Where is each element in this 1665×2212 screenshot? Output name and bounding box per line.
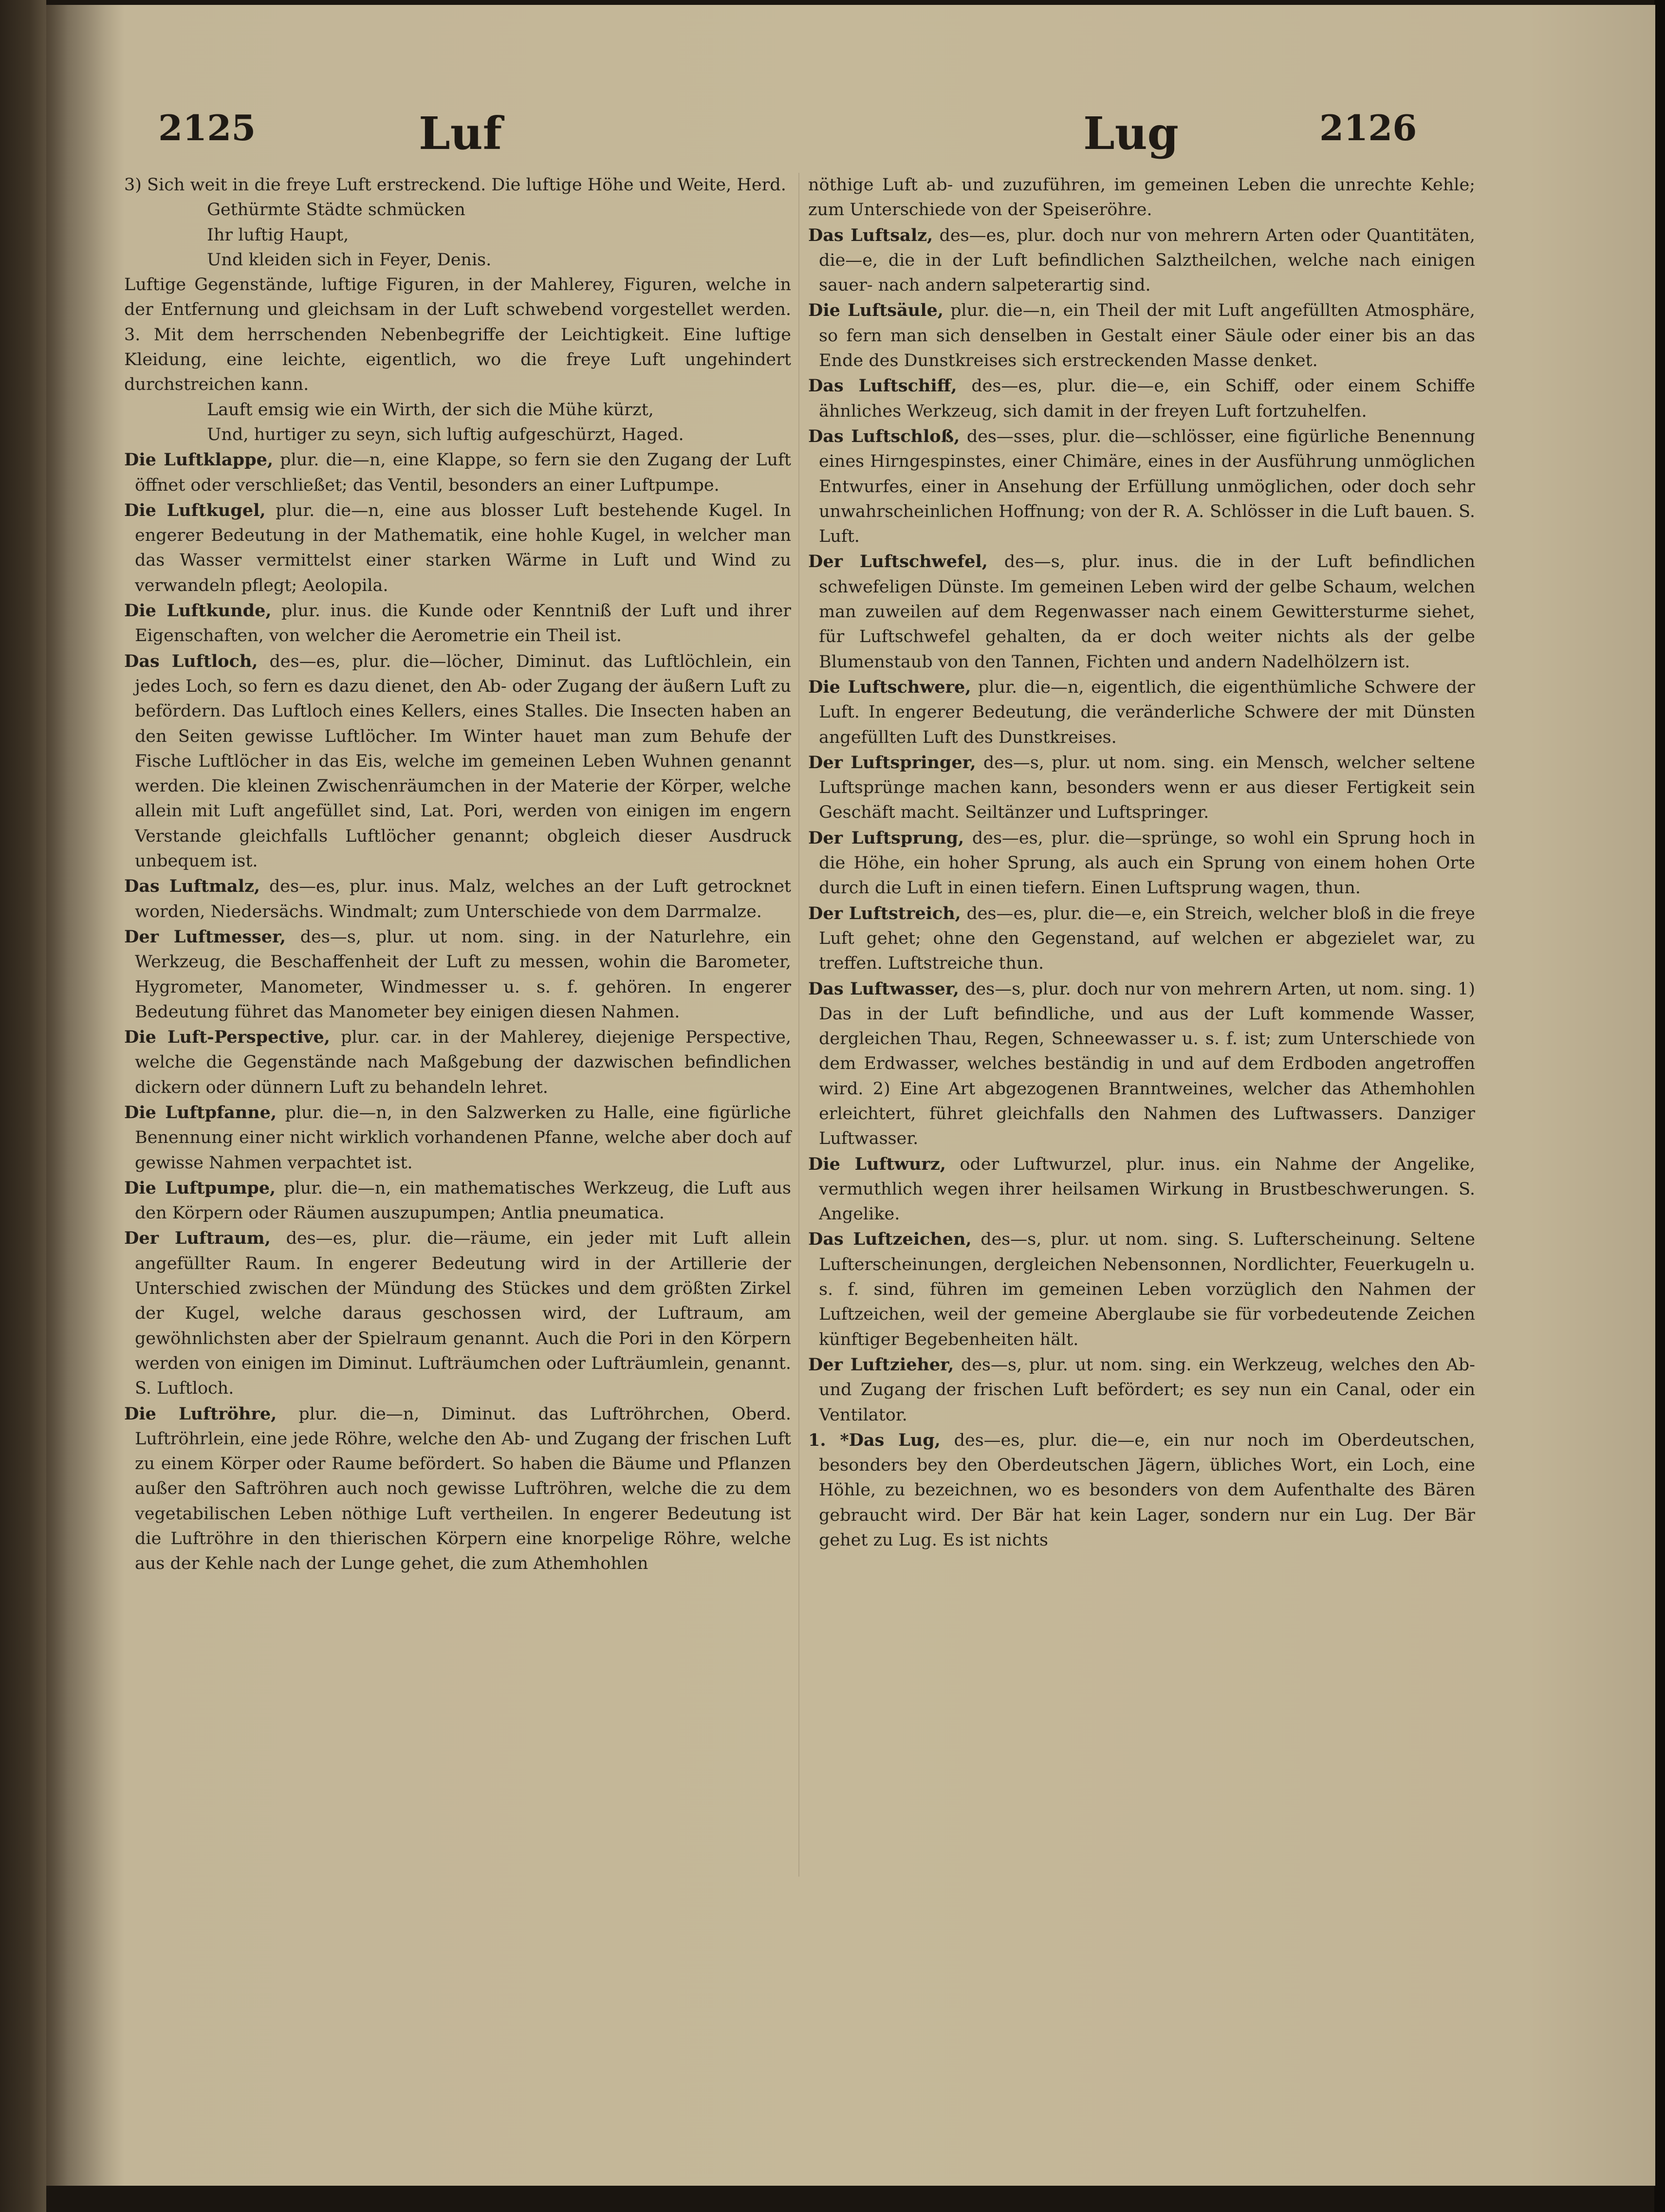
dictionary-entry bbox=[124, 1401, 791, 1577]
entry-headword: Die Luftklappe, bbox=[124, 450, 274, 470]
verse-line: Ihr luftig Haupt, bbox=[207, 225, 349, 245]
entry-definition: des—es, plur. die—löcher, Diminut. das Luftlöchlein, ein jedes Loch, so fern es dazu dienet, den Ab- oder Zugang der äußern Luft zu befördern. Das Luftloch eines Kellers, eines Stalles. Die Insecten haben an den Seiten gewisse Luftlöcher. Im Winter hauet man zum Behufe der Fische Luftlöcher in das Eis, welche im gemeinen Leben Wuhnen genannt werden. Die kleinen Zwischenräumchen in der Materie der Körper, welche allein mit Luft angefüllet sind, Lat. Pori, werden von einigen im engern Verstande gleichfalls Luftlöcher genannt; obgleich dieser Ausdruck unbequem ist. bbox=[135, 651, 791, 871]
dictionary-entry bbox=[808, 750, 1475, 826]
entry-headword: Der Luftstreich, bbox=[808, 903, 961, 923]
dictionary-entry bbox=[124, 498, 791, 598]
scan-right-edge bbox=[1654, 0, 1665, 2212]
entry-definition: des—es, plur. die—räume, ein jeder mit Luft allein angefüllter Raum. In engerer Bedeutung wird in der Artillerie der Unterschied zwischen der Mündung des Stückes und dem größten Zirkel der Kugel, welche daraus geschossen wird, der Luftraum, am gewöhnlichsten aber der Spielraum genannt. Auch die Pori in den Körpern werden von einigen im Diminut. Lufträumchen oder Lufträumlein, genannt. S. Luftloch. bbox=[135, 1229, 791, 1399]
dictionary-entry bbox=[124, 874, 791, 924]
entry-headword: 1. *Das Lug, bbox=[808, 1430, 941, 1450]
entry-definition: des—es, plur. die—e, ein Streich, welcher bloß in die freye Luft gehet; ohne den Gegenstand, auf welchen er abgezielet war, zu treffen. Luftstreiche thun. bbox=[819, 903, 1476, 974]
dictionary-entry bbox=[808, 549, 1475, 674]
gutter-shadow bbox=[46, 5, 124, 2186]
dictionary-entry bbox=[124, 1025, 791, 1100]
running-head-left: Luf bbox=[419, 107, 502, 160]
entry-definition: des—es, plur. die—e, ein nur noch im Oberdeutschen, besonders bey den Oberdeutschen Jägern, übliches Wort, ein Loch, eine Höhle, zu bezeichnen, wo es besonders von dem Aufenthalte des Bären gebraucht wird. Der Bär hat kein Lager, sondern nur ein Lug. Der Bär gehet zu Lug. Es ist nichts bbox=[819, 1430, 1475, 1550]
entry-definition: plur. die—n, ein mathematisches Werkzeug, die Luft aus den Körpern oder Räumen auszupumpen; Antlia pneumatica. bbox=[135, 1178, 791, 1223]
dictionary-entry bbox=[808, 977, 1475, 1152]
verse-line: Und, hurtiger zu seyn, sich luftig aufgeschürzt, Haged. bbox=[207, 424, 684, 444]
entry-headword: Die Luft-Perspective, bbox=[124, 1027, 330, 1048]
dictionary-entry bbox=[808, 223, 1475, 298]
paragraph: nöthige Luft ab- und zuzuführen, im gemeinen Leben die unrechte Kehle; zum Unterschiede von der Speiseröhre. bbox=[808, 175, 1475, 220]
entry-headword: Der Luftschwefel, bbox=[808, 552, 988, 572]
entry-headword: Der Luftsprung, bbox=[808, 828, 964, 848]
entry-definition: des—es, plur. die—e, ein Schiff, oder einem Schiffe ähnliches Werkzeug, sich damit in der freyen Luft fortzuhelfen. bbox=[819, 376, 1476, 421]
dictionary-entry bbox=[124, 447, 791, 498]
left-column bbox=[124, 173, 791, 1577]
entry-definition: des—s, plur. doch nur von mehrern Arten, ut nom. sing. 1) Das in der Luft befindliche, und aus der Luft kommende Wasser, dergleichen Thau, Regen, Schneewasser u. s. f. ist; zum Unterschiede von dem Erdwasser, welches beständig in und auf dem Erdboden angetroffen wird. 2) Eine Art abgezogenen Branntweines, welcher das Athemhohlen erleichtert, führet gleichfalls den Nahmen des Luftwassers. Danziger Luftwasser. bbox=[819, 979, 1476, 1149]
entry-headword: Das Luftsalz, bbox=[808, 225, 933, 245]
paragraph: 3) Sich weit in die freye Luft erstreckend. Die luftige Höhe und Weite, Herd. bbox=[124, 175, 786, 195]
page-number-left: 2125 bbox=[158, 107, 256, 148]
dictionary-entry bbox=[124, 649, 791, 874]
entry-headword: Das Luftschloß, bbox=[808, 426, 960, 446]
entry-headword: Die Luftsäule, bbox=[808, 300, 944, 321]
entry-headword: Das Luftwasser, bbox=[808, 978, 959, 999]
dictionary-entry bbox=[808, 1152, 1475, 1227]
entry-headword: Das Luftloch, bbox=[124, 651, 258, 671]
dictionary-entry bbox=[808, 901, 1475, 977]
entry-definition: des—es, plur. inus. Malz, welches an der Luft getrocknet worden, Niedersächs. Windmalt; zum Unterschiede von dem Darrmalze. bbox=[135, 877, 791, 922]
entry-headword: Der Luftspringer, bbox=[808, 752, 976, 773]
entry-headword: Die Luftpfanne, bbox=[124, 1102, 277, 1123]
entry-headword: Die Luftwurz, bbox=[808, 1154, 946, 1174]
entry-definition: des—s, plur. ut nom. sing. S. Lufterscheinung. Seltene Lufterscheinungen, dergleichen Nebensonnen, Nordlichter, Feuerkugeln u. s. f. sind, führen im gemeinen Leben vorzüglich den Nahmen der Luftzeichen, weil der gemeine Aberglaube sie für vorbedeutende Zeichen künftiger Begebenheiten hält. bbox=[819, 1230, 1475, 1349]
entry-definition: des—sses, plur. die—schlösser, eine figürliche Benennung eines Hirngespinstes, einer Chimäre, eines in der Ausführung unmöglichen Entwurfes, einer in Ansehung der Erfüllung unmöglichen, oder doch sehr unwahrscheinlichen Hoffnung; von der R. A. Schlösser in die Luft bauen. S. Luft. bbox=[819, 426, 1475, 547]
entry-headword: Der Luftmesser, bbox=[124, 926, 286, 947]
entry-headword: Das Luftmalz, bbox=[124, 876, 260, 897]
entry-headword: Der Luftzieher, bbox=[808, 1354, 954, 1375]
dictionary-entry bbox=[808, 1428, 1475, 1553]
facing-page-edge bbox=[0, 0, 46, 2212]
verse-line: Gethürmte Städte schmücken bbox=[207, 200, 465, 220]
entry-headword: Die Luftpumpe, bbox=[124, 1178, 276, 1198]
entry-definition: plur. die—n, eine Klappe, so fern sie den Zugang der Luft öffnet oder verschließet; das Ventil, besonders an einer Luftpumpe. bbox=[135, 450, 791, 495]
entry-headword: Die Luftkunde, bbox=[124, 601, 272, 621]
entry-definition: plur. die—n, ein Theil der mit Luft angefüllten Atmosphäre, so fern man sich denselben in Gestalt einer Säule oder einer bis an das Ende des Dunstkreises sich erstreckenden Masse denket. bbox=[819, 301, 1475, 371]
entry-headword: Die Luftschwere, bbox=[808, 677, 971, 697]
entry-definition: plur. car. in der Mahlerey, diejenige Perspective, welche die Gegenstände nach Maßgebung der dazwischen befindlichen dickern oder dünnern Luft zu behandeln lehret. bbox=[135, 1028, 791, 1097]
entry-definition: des—s, plur. ut nom. sing. ein Mensch, welcher seltene Luftsprünge machen kann, besonders wenn er aus dieser Fertigkeit sein Geschäft macht. Seiltänzer und Luftspringer. bbox=[819, 753, 1475, 823]
dictionary-entry bbox=[124, 924, 791, 1025]
entry-headword: Der Luftraum, bbox=[124, 1228, 271, 1249]
dictionary-entry bbox=[808, 298, 1475, 373]
entry-definition: plur. inus. die Kunde oder Kenntniß der Luft und ihrer Eigenschaften, von welcher die Aerometrie ein Theil ist. bbox=[135, 601, 791, 646]
dictionary-entry bbox=[808, 424, 1475, 549]
dictionary-entry bbox=[808, 1352, 1475, 1428]
dictionary-entry bbox=[124, 1226, 791, 1401]
dictionary-entry bbox=[124, 1176, 791, 1226]
dictionary-entry bbox=[124, 598, 791, 649]
entry-definition: des—es, plur. die—sprünge, so wohl ein Sprung hoch in die Höhe, ein hoher Sprung, als auch ein Sprung von einem hohen Orte durch die Luft in einen tiefern. Einen Luftsprung wagen, thun. bbox=[819, 828, 1475, 898]
dictionary-entry bbox=[808, 675, 1475, 750]
verse-line: Und kleiden sich in Feyer, Denis. bbox=[207, 250, 492, 270]
entry-definition: plur. die—n, eigentlich, die eigenthümliche Schwere der Luft. In engerer Bedeutung, die veränderliche Schwere der mit Dünsten angefüllten Luft des Dunstkreises. bbox=[819, 677, 1475, 747]
entry-headword: Die Luftkugel, bbox=[124, 500, 266, 520]
book-page bbox=[46, 5, 1655, 2186]
entry-headword: Das Luftschiff, bbox=[808, 376, 957, 396]
entry-headword: Die Luftröhre, bbox=[124, 1403, 277, 1424]
page-number-right: 2126 bbox=[1319, 107, 1417, 148]
entry-definition: oder Luftwurzel, plur. inus. ein Nahme der Angelike, vermuthlich wegen ihrer heilsamen Wirkung in Brustbeschwerungen. S. Angelike. bbox=[819, 1154, 1475, 1224]
entry-definition: plur. die—n, Diminut. das Luftröhrchen, Oberd. Luftröhrlein, eine jede Röhre, welche den Ab- und Zugang der frischen Luft zu einem Körper oder Raume befördert. So haben die Bäume und Pflanzen außer den Saftröhren auch noch gewisse Luftröhren, welche die zu dem vegetabilischen Leben nöthige Luft vertheilen. In engerer Bedeutung ist die Luftröhre in den thierischen Körpern eine knorpelige Röhre, welche aus der Kehle nach der Lunge gehet, die zum Athemhohlen bbox=[135, 1404, 791, 1574]
page-header bbox=[46, 107, 1655, 166]
dictionary-entry bbox=[124, 1100, 791, 1176]
entry-definition: des—s, plur. ut nom. sing. ein Werkzeug, welches den Ab- und Zugang der frischen Luft befördert; es sey nun ein Canal, oder ein Ventilator. bbox=[819, 1355, 1475, 1425]
entry-definition: des—s, plur. ut nom. sing. in der Naturlehre, ein Werkzeug, die Beschaffenheit der Luft zu messen, wohin die Barometer, Hygrometer, Manometer, Windmesser u. s. f. gehören. In engerer Bedeutung führet das Manometer bey einigen diesen Nahmen. bbox=[135, 927, 791, 1022]
running-head-right: Lug bbox=[1083, 107, 1179, 160]
paragraph: Luftige Gegenstände, luftige Figuren, in der Mahlerey, Figuren, welche in der Entfernung und gleichsam in der Luft schwebend vorgestellet werden. 3. Mit dem herrschenden Nebenbegriffe der Leichtigkeit. Eine luftige Kleidung, eine leichte, eigentlich, wo die freye Luft ungehindert durchstreichen kann. bbox=[124, 275, 791, 395]
dictionary-entry bbox=[808, 1227, 1475, 1352]
entry-definition: plur. die—n, in den Salzwerken zu Halle, eine figürliche Benennung einer nicht wirklich vorhandenen Pfanne, welche aber doch auf gewisse Nahmen verpachtet ist. bbox=[135, 1103, 791, 1173]
right-column bbox=[808, 173, 1475, 1553]
dictionary-entry bbox=[808, 373, 1475, 424]
dictionary-entry bbox=[808, 826, 1475, 901]
entry-definition: plur. die—n, eine aus blosser Luft bestehende Kugel. In engerer Bedeutung in der Mathematik, eine hohle Kugel, in welcher man das Wasser vermittelst einer starken Wärme in Luft und Wind zu verwandeln pflegt; Aeolopila. bbox=[135, 500, 791, 595]
column-divider bbox=[798, 173, 799, 1877]
entry-definition: des—s, plur. inus. die in der Luft befindlichen schwefeligen Dünste. Im gemeinen Leben wird der gelbe Schaum, welchen man zuweilen auf dem Regenwasser nach einem Gewittersturme siehet, für Luftschwefel gehalten, da er doch weiter nichts als der gelbe Blumenstaub von den Tannen, Fichten und andern Nadelhölzern ist. bbox=[819, 552, 1475, 672]
entry-headword: Das Luftzeichen, bbox=[808, 1229, 972, 1250]
verse-line: Lauft emsig wie ein Wirth, der sich die Mühe kürzt, bbox=[207, 400, 654, 420]
entry-definition: des—es, plur. doch nur von mehrern Arten oder Quantitäten, die—e, die in der Luft befindlichen Salztheilchen, welche nach einigen sauer- nach andern salpeterartig sind. bbox=[819, 225, 1475, 295]
